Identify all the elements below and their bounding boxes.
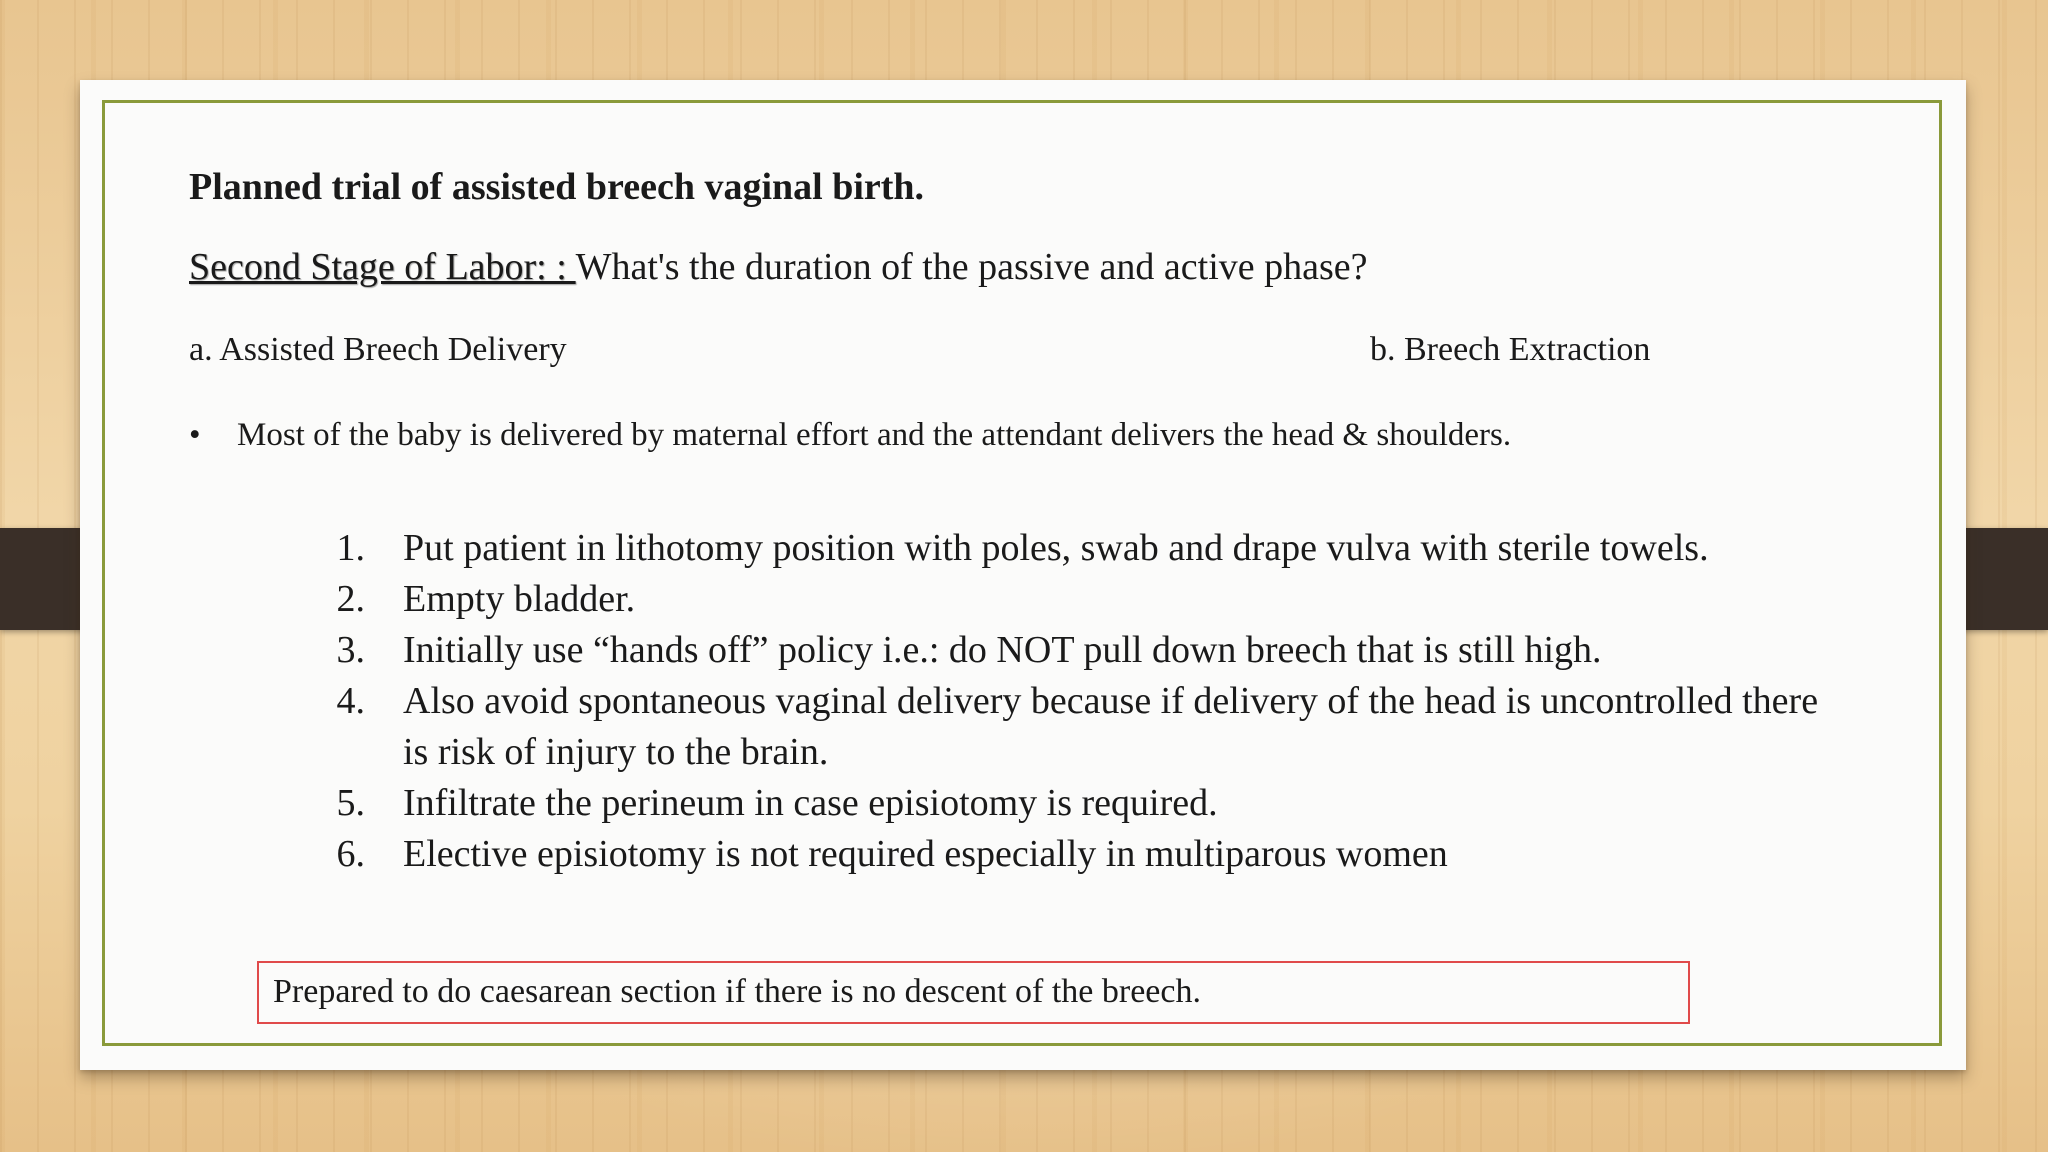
stage-label: Second Stage of Labor: : (189, 246, 576, 288)
bullet-icon: • (189, 417, 201, 453)
step-item (235, 625, 1835, 676)
step-number: 1. (336, 527, 365, 569)
slide-frame (102, 100, 1942, 1046)
step-item (235, 829, 1835, 880)
step-item (235, 523, 1835, 574)
step-number: 6. (336, 833, 365, 875)
step-text: Put patient in lithotomy position with poles, swab and drape vulva with sterile towels. (403, 527, 1709, 569)
step-number: 5. (336, 782, 365, 824)
stage-heading (189, 245, 1368, 289)
step-number: 3. (336, 629, 365, 671)
step-item (235, 778, 1835, 829)
step-number: 4. (336, 680, 365, 722)
step-text: Infiltrate the perineum in case episiotomy is required. (403, 782, 1218, 824)
step-text: Elective episiotomy is not required especially in multiparous women (403, 833, 1448, 875)
slide-title: Planned trial of assisted breech vaginal birth. (189, 166, 925, 208)
bullet-text: Most of the baby is delivered by maternal effort and the attendant delivers the head & shoulders. (237, 417, 1512, 453)
bullet-point (189, 417, 1511, 454)
step-text: Empty bladder. (403, 578, 636, 620)
option-breech-extraction: b. Breech Extraction (1370, 331, 1651, 368)
stage-question: What's the duration of the passive and active phase? (575, 246, 1368, 288)
step-item (235, 676, 1835, 778)
step-number: 2. (336, 578, 365, 620)
steps-list (235, 523, 1835, 880)
step-text: Initially use “hands off” policy i.e.: do NOT pull down breech that is still high. (403, 629, 1602, 671)
step-item (235, 574, 1835, 625)
step-text: Also avoid spontaneous vaginal delivery because if delivery of the head is uncontrolled there is risk of injury to the brain. (403, 680, 1819, 773)
option-assisted-breech: a. Assisted Breech Delivery (189, 331, 567, 368)
slide-card (80, 80, 1966, 1070)
caesarean-note-box: Prepared to do caesarean section if there is no descent of the breech. (257, 961, 1690, 1024)
